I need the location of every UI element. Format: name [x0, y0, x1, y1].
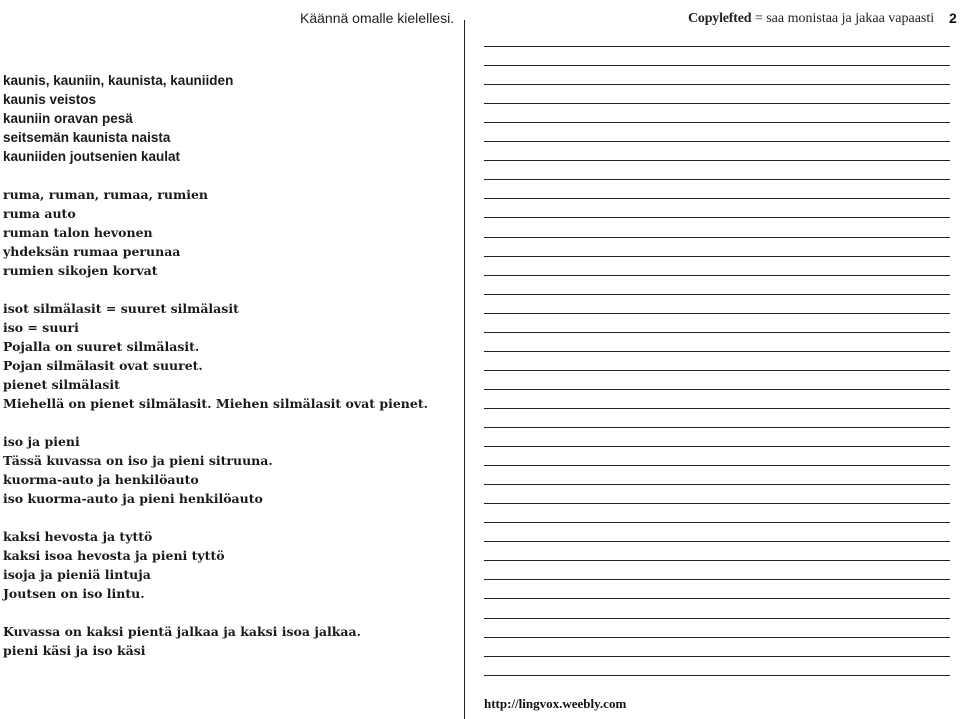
writing-line — [484, 675, 950, 676]
vocabulary-line: kauniin oravan pesä — [3, 111, 133, 126]
writing-line — [484, 294, 950, 295]
vocabulary-line: iso kuorma-auto ja pieni henkilöauto — [3, 491, 263, 506]
vocabulary-line: Joutsen on iso lintu. — [3, 586, 145, 601]
vocabulary-line: ruma auto — [3, 206, 76, 221]
writing-line — [484, 598, 950, 599]
vocabulary-line: kaunis, kauniin, kaunista, kauniiden — [3, 73, 234, 88]
section-gap — [3, 508, 458, 527]
section-gap — [3, 280, 458, 299]
vocabulary-line: ruman talon hevonen — [3, 225, 153, 240]
writing-line — [484, 198, 950, 199]
vocabulary-line: iso ja pieni — [3, 434, 80, 449]
writing-line — [484, 370, 950, 371]
writing-line — [484, 179, 950, 180]
writing-line — [484, 351, 950, 352]
copyleft-description: = saa monistaa ja jakaa vapaasti — [751, 11, 935, 26]
vocabulary-line: pieni käsi ja iso käsi — [3, 643, 146, 658]
vocabulary-line: pienet silmälasit — [3, 377, 120, 392]
writing-line — [484, 332, 950, 333]
writing-line — [484, 141, 950, 142]
copyleft-notice — [688, 11, 934, 27]
writing-line — [484, 256, 950, 257]
writing-line — [484, 522, 950, 523]
vocabulary-line: isot silmälasit = suuret silmälasit — [3, 301, 239, 316]
vocabulary-line: ruma, ruman, rumaa, rumien — [3, 187, 208, 202]
writing-line — [484, 427, 950, 428]
writing-line — [484, 656, 950, 657]
writing-line — [484, 84, 950, 85]
writing-line — [484, 408, 950, 409]
copyleft-word: Copylefted — [688, 11, 752, 26]
section-gap — [3, 166, 458, 185]
writing-line — [484, 122, 950, 123]
vocabulary-line: Kuvassa on kaksi pientä jalkaa ja kaksi isoa jalkaa. — [3, 624, 361, 639]
writing-line — [484, 46, 950, 47]
vocabulary-line: kaunis veistos — [3, 92, 97, 107]
writing-line — [484, 446, 950, 447]
writing-line — [484, 313, 950, 314]
section-gap — [3, 413, 458, 432]
vocabulary-column — [3, 71, 458, 660]
writing-line — [484, 503, 950, 504]
vocabulary-line: seitsemän kaunista naista — [3, 130, 171, 145]
vocabulary-line: kaksi isoa hevosta ja pieni tyttö — [3, 548, 225, 563]
vocabulary-line: kauniiden joutsenien kaulat — [3, 149, 181, 164]
writing-line — [484, 65, 950, 66]
vocabulary-line: rumien sikojen korvat — [3, 263, 158, 278]
column-divider — [464, 20, 465, 719]
writing-line — [484, 579, 950, 580]
vocabulary-line: kuorma-auto ja henkilöauto — [3, 472, 199, 487]
vocabulary-line: yhdeksän rumaa perunaa — [3, 244, 181, 259]
writing-line — [484, 217, 950, 218]
vocabulary-line: isoja ja pieniä lintuja — [3, 567, 151, 582]
section-gap — [3, 603, 458, 622]
writing-line — [484, 103, 950, 104]
vocabulary-line: Miehellä on pienet silmälasit. Miehen silmälasit ovat pienet. — [3, 396, 428, 411]
footer-url: http://lingvox.weebly.com — [484, 696, 627, 711]
writing-line — [484, 541, 950, 542]
writing-line — [484, 637, 950, 638]
writing-line — [484, 237, 950, 238]
writing-line — [484, 389, 950, 390]
vocabulary-line: Pojan silmälasit ovat suuret. — [3, 358, 203, 373]
vocabulary-line: Pojalla on suuret silmälasit. — [3, 339, 200, 354]
page-number: 2 — [949, 10, 957, 26]
translate-instruction: Käännä omalle kielellesi. — [300, 10, 455, 26]
writing-line — [484, 484, 950, 485]
vocabulary-line: kaksi hevosta ja tyttö — [3, 529, 153, 544]
writing-line — [484, 560, 950, 561]
vocabulary-line: Tässä kuvassa on iso ja pieni sitruuna. — [3, 453, 273, 468]
writing-line — [484, 465, 950, 466]
writing-line — [484, 160, 950, 161]
vocabulary-line: iso = suuri — [3, 320, 79, 335]
writing-line — [484, 618, 950, 619]
writing-line — [484, 275, 950, 276]
